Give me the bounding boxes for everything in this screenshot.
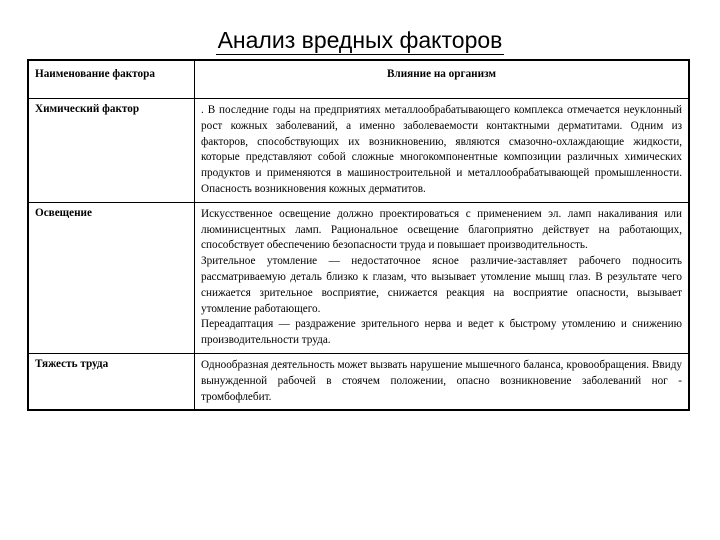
table-row xyxy=(28,99,689,203)
table-header-row xyxy=(28,60,689,99)
page-title-text: Анализ вредных факторов xyxy=(217,27,503,53)
desc-paragraph: Искусственное освещение должно проектироваться с применением эл. ламп накаливания или люминисцентных ламп. Рациональное освещение благоприятно действует на работающих, способствует обеспечению безопасности труда и повышает производительность. xyxy=(201,207,682,252)
factor-name-workload: Тяжесть труда xyxy=(28,353,195,410)
factors-table xyxy=(27,59,690,411)
header-factor-name: Наименование фактора xyxy=(28,60,195,99)
desc-paragraph: Зрительное утомление — недостаточное ясное различие-заставляет рабочего подносить рассматриваемую деталь близко к глазам, что вызывает утомление мышц глаз. В результате чего снижается зрительное восприятие, снижается реакция на восприятие опасности, вызывает утомление работающего. xyxy=(201,255,682,315)
table-row xyxy=(28,353,689,410)
factor-desc-lighting xyxy=(195,202,690,353)
factor-name-lighting: Освещение xyxy=(28,202,195,353)
desc-paragraph: Однообразная деятельность может вызвать нарушение мышечного баланса, кровообращения. Ввиду вынужденной рабочей в стоячем положении, опасно возникновение заболеваний ног - тромбофлебит. xyxy=(201,358,682,403)
page-title xyxy=(0,27,720,54)
factor-desc-workload xyxy=(195,353,690,410)
factor-desc-chemical xyxy=(195,99,690,203)
header-influence: Влияние на организм xyxy=(195,60,690,99)
table-row xyxy=(28,202,689,353)
desc-paragraph: Переадаптация — раздражение зрительного нерва и ведет к быстрому утомлению и снижению производительности труда. xyxy=(201,318,682,347)
factor-name-chemical: Химический фактор xyxy=(28,99,195,203)
desc-paragraph: . В последние годы на предприятиях металлообрабатывающего комплекса отмечается неуклонный рост кожных заболеваний, а именно заболеваемости контактными дерматитами. Одним из факторов, способствующих их возникновению, являются смазочно-охлаждающие жидкости, которые представляют собой сложные многокомпонентные композиции различных химических продуктов и применяются в машиностроительной и металлообрабатывающей промышленности. Опасность возникновения кожных дерматитов. xyxy=(201,104,682,195)
